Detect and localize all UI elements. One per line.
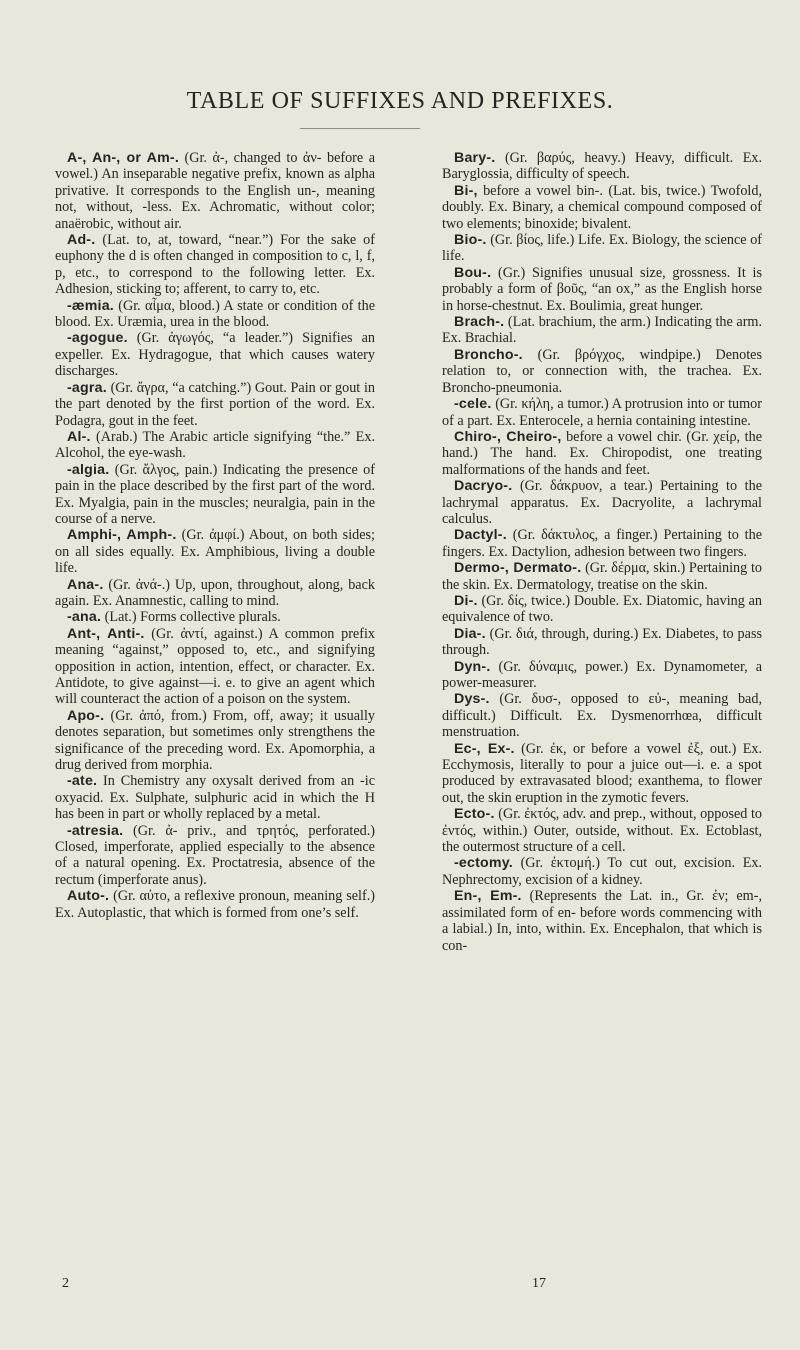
entry-definition: (Gr. δύναμις, power.) Ex. Dynamometer, a power-measurer. — [442, 658, 762, 691]
entry-definition: (Gr. δίς, twice.) Double. Ex. Diatomic, having an equivalence of two. — [442, 592, 762, 626]
entry-headword: Amphi-, Amph-. — [67, 527, 177, 544]
dictionary-entry — [55, 380, 375, 429]
dictionary-entry — [442, 265, 762, 314]
dictionary-entry — [442, 888, 762, 954]
dictionary-entry — [55, 577, 375, 610]
dictionary-entry — [55, 708, 375, 774]
entry-definition: (Gr. διά, through, during.) Ex. Diabetes, to pass through. — [442, 625, 762, 659]
entry-definition: (Gr. ἀμφί.) About, on both sides; on all sides equally. Ex. Amphibious, living a double life. — [55, 527, 376, 577]
dictionary-entry — [55, 462, 375, 528]
dictionary-entry — [442, 691, 762, 740]
entry-headword: Bary-. — [454, 150, 496, 166]
entry-definition: (Gr. δάκτυλος, a finger.) Pertaining to the fingers. Ex. Dactylion, adhesion between two fingers. — [442, 527, 763, 560]
entry-definition: before a vowel chir. (Gr. χείρ, the hand.) The hand. Ex. Chiropodist, one treating malformations of the hands and feet. — [442, 428, 763, 478]
entry-definition: (Gr. ἀγωγός, “a leader.”) Signifies an expeller. Ex. Hydragogue, that which causes watery discharges. — [55, 330, 375, 380]
entry-headword: -ectomy. — [454, 855, 513, 872]
dictionary-entry — [442, 478, 762, 527]
entry-headword: -æmia. — [67, 297, 114, 314]
entry-headword: Chiro-, Cheiro-, — [454, 428, 562, 445]
entry-headword: Bi-, — [454, 182, 478, 199]
entry-headword: -agra. — [67, 379, 107, 396]
dictionary-entry — [55, 429, 375, 462]
title-rule — [300, 128, 420, 129]
entry-headword: Bio-. — [454, 232, 487, 249]
entry-headword: En-, Em-. — [454, 888, 522, 905]
dictionary-entry — [55, 298, 375, 331]
entry-headword: Dacryo-. — [454, 478, 513, 495]
entry-headword: Brach-. — [454, 314, 505, 331]
dictionary-entry — [442, 429, 762, 478]
dictionary-entry — [442, 396, 762, 429]
dictionary-entry — [442, 593, 762, 626]
entry-headword: Ecto-. — [454, 806, 495, 823]
entry-headword: Apo-. — [67, 707, 105, 724]
entry-definition: (Gr. ἐκτομή.) To cut out, excision. Ex. Nephrectomy, excision of a kidney. — [442, 855, 763, 888]
entry-definition: (Gr. ἀπό, from.) From, off, away; it usually denotes separation, but sometimes only strengthens the significance of the preceding word. Ex. Apomorphia, a drug derived from morphia. — [55, 707, 375, 774]
dictionary-entry — [55, 232, 375, 298]
entry-headword: Di-. — [454, 592, 478, 609]
entry-headword: Broncho-. — [454, 346, 523, 363]
dictionary-entry — [55, 888, 375, 921]
entry-headword: Dermo-, Dermato-. — [454, 560, 582, 577]
dictionary-entry — [442, 314, 762, 347]
entry-definition: In Chemistry any oxysalt derived from an -ic oxyacid. Ex. Sulphate, sulphuric acid in which the H has been in part or wholly replaced by a metal. — [55, 773, 376, 823]
dictionary-entry — [442, 806, 762, 855]
dictionary-entry — [55, 823, 375, 889]
entry-definition: (Gr. δυσ-, opposed to εὐ-, meaning bad, difficult.) Difficult. Ex. Dysmenorrhœa, difficult menstruation. — [442, 691, 762, 741]
dictionary-entry — [55, 626, 375, 708]
page-title: TABLE OF SUFFIXES AND PREFIXES. — [186, 88, 614, 114]
entry-definition: (Gr.) Signifies unusual size, grossness. It is probably a form of βοῦς, “an ox,” as the English horse in horse-chestnut. Ex. Boulimia, great hunger. — [442, 264, 763, 314]
dictionary-entry — [442, 150, 762, 183]
entry-headword: Dys-. — [454, 691, 490, 708]
entry-definition: (Gr. βρόγχος, windpipe.) Denotes relation to, or connection with, the trachea. Ex. Broncho-pneumonia. — [442, 346, 763, 396]
entry-headword: -atresia. — [67, 822, 124, 839]
dictionary-entry — [55, 609, 375, 625]
entry-headword: -agogue. — [67, 330, 128, 347]
entry-headword: Dactyl-. — [454, 527, 507, 544]
dictionary-entry — [442, 741, 762, 807]
entry-headword: -ana. — [67, 609, 102, 626]
entry-definition: before a vowel bin-. (Lat. bis, twice.) Twofold, doubly. Ex. Binary, a chemical compound composed of two elements; binoxide; bivalent. — [442, 182, 762, 232]
entry-definition: (Gr. ἀντί, against.) A common prefix meaning “against,” opposed to, etc., and signifying opposition in action, intention, effect, or character. Ex. Antidote, to give against—i. e. to give an agent which will counteract the action of a poison on the system. — [55, 625, 375, 708]
entry-headword: -cele. — [454, 396, 492, 413]
dictionary-entry — [442, 527, 762, 560]
dictionary-entry — [442, 855, 762, 888]
entry-headword: A-, An-, or Am-. — [67, 150, 179, 166]
entry-definition: (Lat. to, at, toward, “near.”) For the sake of euphony the d is often changed in composition to c, l, f, p, etc., to correspond to the following letter. Ex. Adhesion, sticking to; afferent, to carry to, etc. — [55, 232, 375, 298]
entry-definition: (Gr. κήλη, a tumor.) A protrusion into or tumor of a part. Ex. Enterocele, a hernia containing intestine. — [442, 396, 762, 429]
entry-headword: Auto-. — [67, 888, 110, 905]
dictionary-entry — [55, 527, 375, 576]
entry-headword: Ec-, Ex-. — [454, 740, 515, 757]
page-number-right: 17 — [532, 1276, 546, 1291]
dictionary-entry — [55, 330, 375, 379]
entry-headword: Ad-. — [67, 232, 96, 249]
dictionary-entry — [442, 659, 762, 692]
entry-definition: (Lat. brachium, the arm.) Indicating the arm. Ex. Brachial. — [442, 314, 763, 347]
entry-definition: (Gr. δάκρυον, a tear.) Pertaining to the lachrymal apparatus. Ex. Dacryolite, a lachrymal calculus. — [442, 478, 762, 527]
entry-headword: Al-. — [67, 428, 91, 445]
dictionary-entry — [55, 150, 375, 232]
entry-definition: (Lat.) Forms collective plurals. — [104, 609, 281, 626]
entry-headword: Dyn-. — [454, 658, 491, 675]
entry-definition: (Gr. βαρύς, heavy.) Heavy, difficult. Ex. Baryglossia, difficulty of speech. — [442, 150, 763, 183]
left-column — [55, 150, 375, 921]
dictionary-entry — [442, 232, 762, 265]
right-column — [442, 150, 762, 954]
entry-definition: (Gr. ἀ- priv., and τρητός, perforated.) Closed, imperforate, applied especially to the absence of a natural opening. Ex. Proctatresia, absence of the rectum (imperforate anus). — [55, 822, 375, 888]
entry-headword: -ate. — [67, 773, 98, 790]
entry-definition: (Gr. ἄλγος, pain.) Indicating the presence of pain in the place described by the first part of the word. Ex. Myalgia, pain in the muscles; neuralgia, pain in the course of a nerve. — [55, 461, 375, 527]
entry-definition: (Gr. ἐκ, or before a vowel ἐξ, out.) Ex. Ecchymosis, literally to pour a juice out—i. e. a spot produced by extravasated blood; exanthema, to flower out, the skin eruption in the zymotic fevers. — [442, 740, 763, 806]
entry-definition: (Gr. αὐτο, a reflexive pronoun, meaning self.) Ex. Autoplastic, that which is formed from one’s self. — [55, 888, 375, 921]
dictionary-entry — [55, 773, 375, 822]
entry-definition: (Gr. ἀ-, changed to ἀν- before a vowel.) An inseparable negative prefix, known as alpha privative. It corresponds to the English un-, meaning not, without, -less. Ex. Achromatic, without color; anaërobic, without air. — [55, 150, 375, 232]
entry-definition: (Gr. αἷμα, blood.) A state or condition of the blood. Ex. Uræmia, urea in the blood. — [55, 297, 375, 331]
dictionary-entry — [442, 560, 762, 593]
page-number-left: 2 — [62, 1276, 69, 1291]
entry-definition: (Gr. δέρμα, skin.) Pertaining to the skin. Ex. Dermatology, treatise on the skin. — [442, 560, 763, 593]
dictionary-entry — [442, 626, 762, 659]
entry-definition: (Arab.) The Arabic article signifying “the.” Ex. Alcohol, the eye-wash. — [55, 428, 375, 462]
entry-headword: -algia. — [67, 461, 110, 478]
dictionary-entry — [442, 347, 762, 396]
dictionary-entry — [442, 183, 762, 232]
entry-definition: (Gr. ἀνά-.) Up, upon, throughout, along, back again. Ex. Anamnestic, calling to mind. — [55, 576, 375, 609]
entry-headword: Ant-, Anti-. — [67, 625, 145, 642]
entry-headword: Bou-. — [454, 264, 492, 281]
entry-headword: Ana-. — [67, 576, 104, 593]
entry-definition: (Gr. ἄγρα, “a catching.”) Gout. Pain or gout in the part denoted by the first portion of the word. Ex. Podagra, gout in the feet. — [55, 379, 376, 429]
entry-headword: Dia-. — [454, 625, 486, 642]
entry-definition: (Gr. ἐκτός, adv. and prep., without, opposed to ἐντός, within.) Outer, outside, without. Ex. Ectoblast, the outermost structure of a cell. — [442, 806, 762, 856]
entry-definition: (Represents the Lat. in., Gr. ἐν; em-, assimilated form of en- before words commencing with a labial.) In, into, within. Ex. Encephalon, that which is con- — [442, 888, 762, 954]
entry-definition: (Gr. βίος, life.) Life. Ex. Biology, the science of life. — [442, 232, 763, 265]
